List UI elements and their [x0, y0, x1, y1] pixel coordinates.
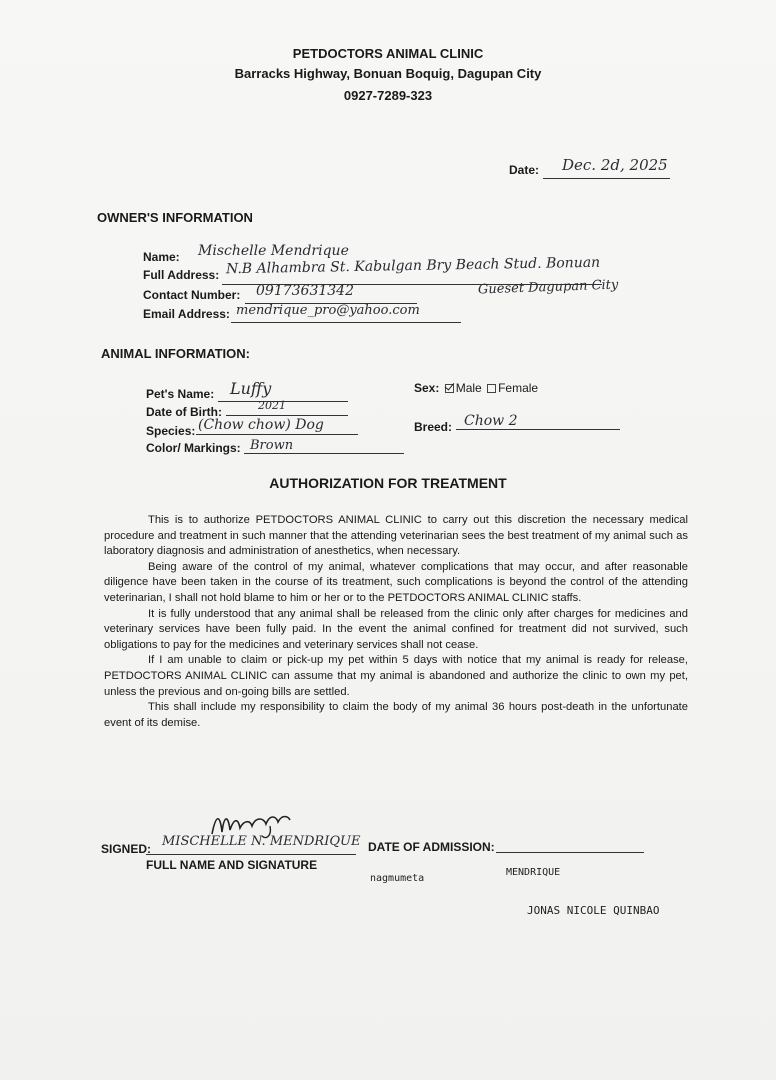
- date-line: [543, 178, 670, 179]
- sex-male-label: Male: [455, 381, 482, 395]
- date-label: Date:: [509, 163, 540, 177]
- owner-email-line: [231, 322, 461, 323]
- paragraph-4: If I am unable to claim or pick-up my pet within 5 days with notice that my animal is ready for release, PETDOCTORS ANIMAL CLINIC can assume that my animal is abandoned and authorize the clinic to own my pet, unless the previous and on-going bills are settled.: [104, 654, 688, 698]
- pet-name-label: Pet's Name:: [146, 387, 215, 401]
- owner-address-value-2: Gueset Dagupan City: [477, 277, 619, 298]
- sex-label: Sex:: [414, 381, 440, 395]
- color-line: [244, 453, 404, 454]
- owner-address-value-1: N.B Alhambra St. Kabulgan Bry Beach Stud. Bonuan: [225, 254, 601, 278]
- owner-address-label: Full Address:: [143, 268, 220, 282]
- admission-label: DATE OF ADMISSION:: [368, 840, 495, 854]
- pet-name-value: Luffy: [230, 379, 272, 398]
- owner-email-label: Email Address:: [143, 307, 230, 321]
- color-label: Color/ Markings:: [146, 441, 241, 455]
- owner-name-value: Mischelle Mendrique: [198, 243, 349, 259]
- signed-value: MISCHELLE N. MENDRIQUE: [162, 834, 361, 849]
- dob-line: [226, 415, 348, 416]
- owner-heading: OWNER'S INFORMATION: [97, 210, 253, 225]
- owner-contact-label: Contact Number:: [143, 288, 241, 302]
- animal-heading: ANIMAL INFORMATION:: [101, 346, 250, 361]
- paragraph-1: This is to authorize PETDOCTORS ANIMAL CLINIC to carry out this discretion the necessary medical procedure and treatment in such manner that the attending veterinarian sees the best treatment of my animal such as laboratory diagnosis and administration of anesthetics, when necessary.: [104, 514, 688, 558]
- authorization-body: [104, 513, 688, 731]
- breed-label: Breed:: [414, 420, 453, 434]
- witness-name: JONAS NICOLE QUINBAO: [527, 904, 660, 917]
- signed-label: SIGNED:: [101, 842, 152, 856]
- owner-name-label: Name:: [143, 250, 180, 264]
- sex-female-label: Female: [498, 381, 539, 395]
- sex-male-checkbox[interactable]: [445, 384, 454, 393]
- owner-contact-value: 09173631342: [256, 283, 354, 299]
- note-2: MENDRIQUE: [506, 867, 561, 878]
- clinic-name: PETDOCTORS ANIMAL CLINIC: [292, 46, 484, 61]
- note-1-text: nagmumeta: [370, 873, 425, 884]
- owner-email-value: mendrique_pro@yahoo.com: [236, 303, 420, 318]
- species-value: (Chow chow) Dog: [198, 417, 324, 433]
- paragraph-2: Being aware of the control of my animal, whatever complications that may occur, and after reasonable diligence have been taken in the course of its treatment, such complications is beyond the control of the attending veterinarian, I shall not hold blame to him or her or to the PETDOCTORS ANIMAL CLINIC staffs.: [104, 560, 688, 604]
- authorization-title: AUTHORIZATION FOR TREATMENT: [269, 475, 507, 491]
- admission-line: [496, 852, 644, 853]
- breed-value: Chow 2: [464, 413, 518, 429]
- signed-line: [146, 854, 356, 855]
- date-value: Dec. 2d, 2025: [562, 156, 668, 174]
- color-value: Brown: [250, 438, 294, 453]
- full-name-signature-label: FULL NAME AND SIGNATURE: [146, 858, 318, 872]
- species-label: Species:: [146, 424, 196, 438]
- dob-label: Date of Birth:: [146, 405, 222, 419]
- species-line: [196, 434, 358, 435]
- dob-value: 2021: [258, 399, 286, 412]
- paragraph-3: It is fully understood that any animal shall be released from the clinic only after charges for medicines and veterinary services have been fully paid. In the event the animal confined for treatment did not survived, such obligations to pay for the medicines and veterinary services shall not cease.: [104, 607, 688, 651]
- note-1: [370, 873, 424, 884]
- paragraph-5: This shall include my responsibility to claim the body of my animal 36 hours post-death in the unfortunate event of its demise.: [104, 701, 688, 729]
- sex-field: [414, 381, 538, 395]
- breed-line: [456, 429, 620, 430]
- sex-female-checkbox[interactable]: [487, 384, 496, 393]
- clinic-address: Barracks Highway, Bonuan Boquig, Dagupan City: [234, 66, 542, 81]
- clinic-phone: 0927-7289-323: [343, 88, 433, 103]
